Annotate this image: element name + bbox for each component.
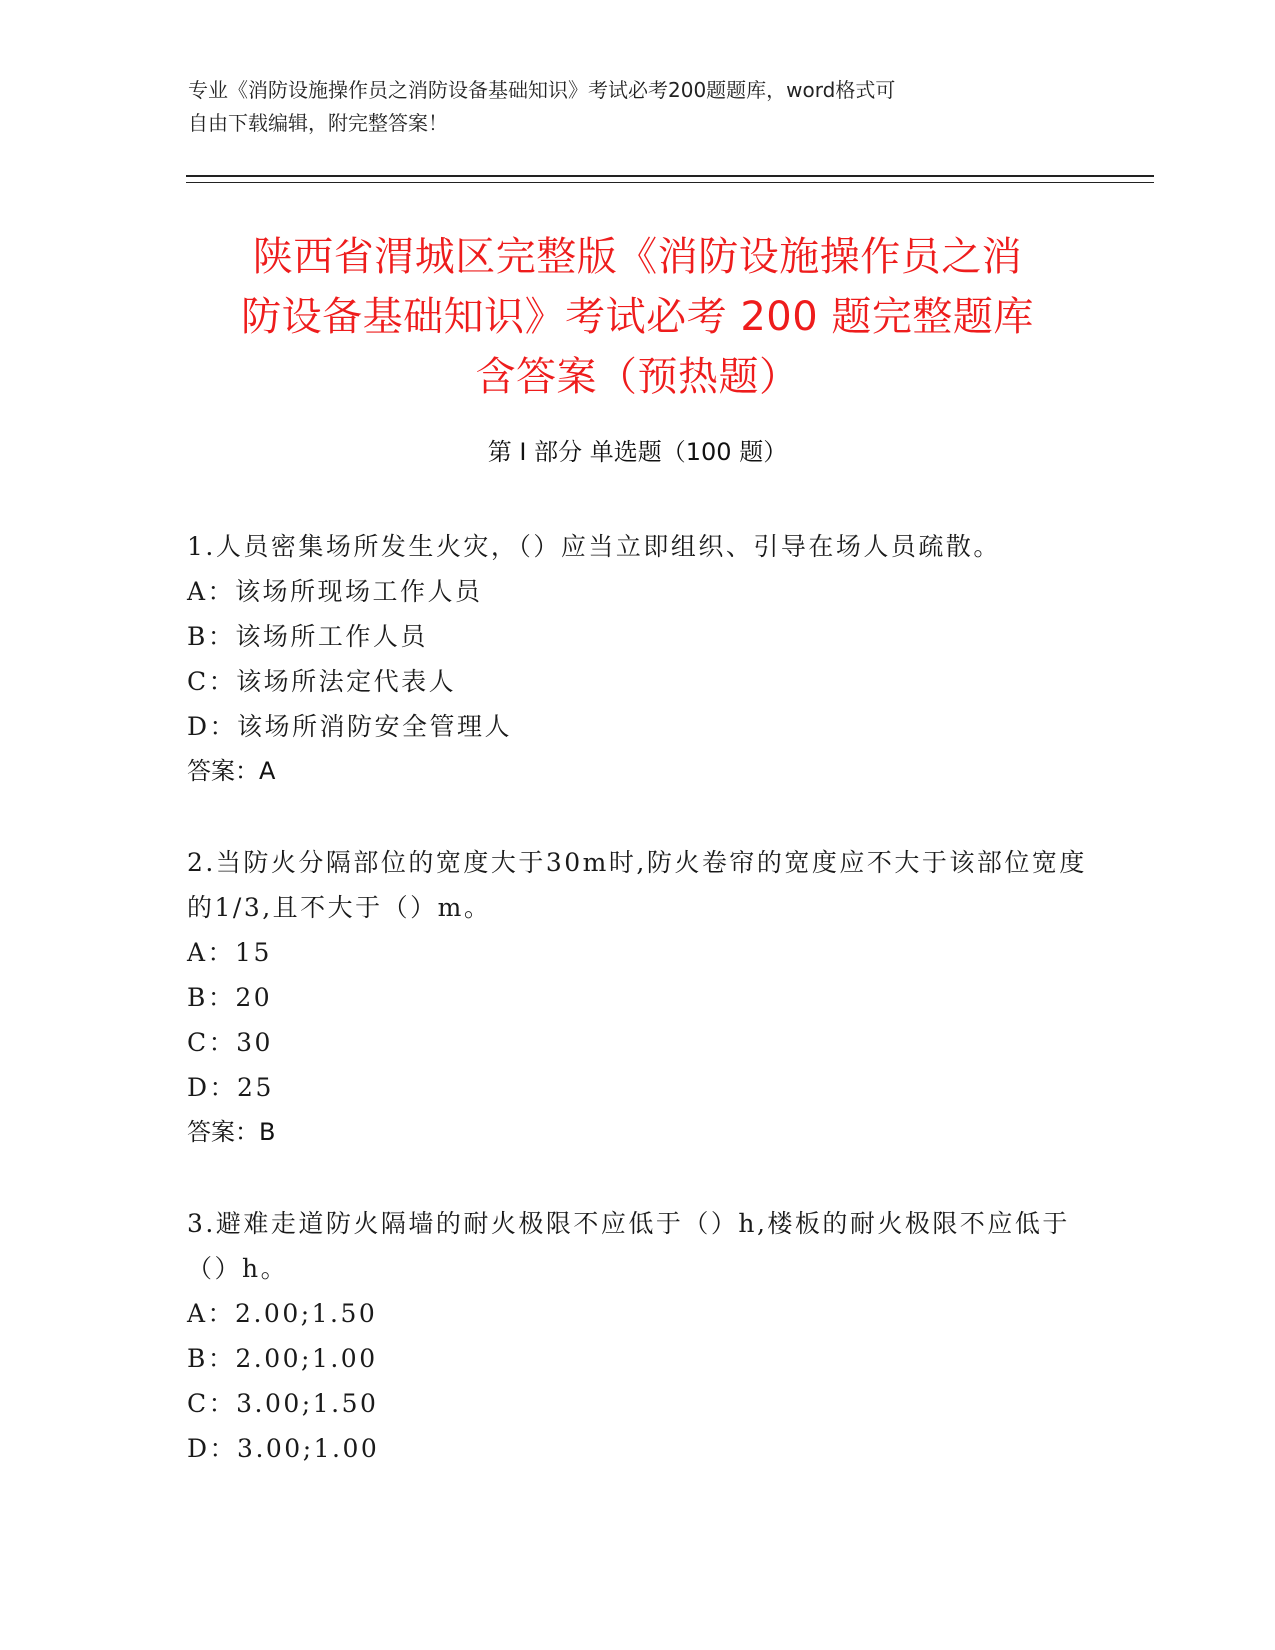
option-a: A：15	[187, 938, 272, 967]
option-b: B：2.00;1.00	[187, 1344, 378, 1373]
question-2	[187, 840, 1087, 1155]
title-line-2: 防设备基础知识》考试必考 200 题完整题库	[241, 294, 1034, 340]
question-3	[187, 1201, 1087, 1471]
option-b: B：该场所工作人员	[187, 622, 428, 651]
section-heading: 第 I 部分 单选题（100 题）	[487, 438, 788, 466]
option-c: C：3.00;1.50	[187, 1389, 379, 1418]
option-a: A：2.00;1.50	[187, 1299, 378, 1328]
document-title	[160, 227, 1115, 407]
option-d: D：该场所消防安全管理人	[187, 712, 513, 741]
header-note-line-2: 自由下载编辑，附完整答案！	[188, 111, 448, 135]
option-d: D：25	[187, 1073, 274, 1102]
question-stem: 3.避难走道防火隔墙的耐火极限不应低于（）h,楼板的耐火极限不应低于（）h。	[187, 1209, 1070, 1283]
title-line-3: 含答案（预热题）	[475, 354, 800, 400]
header-note-line-1: 专业《消防设施操作员之消防设备基础知识》考试必考200题题库，word格式可	[188, 78, 896, 102]
option-c: C：30	[187, 1028, 273, 1057]
answer: 答案：A	[187, 757, 276, 785]
option-d: D：3.00;1.00	[187, 1434, 380, 1463]
header-note	[188, 74, 1068, 140]
option-b: B：20	[187, 983, 273, 1012]
option-c: C：该场所法定代表人	[187, 667, 457, 696]
header-rule-thick	[186, 175, 1154, 177]
question-stem: 1.人员密集场所发生火灾，（）应当立即组织、引导在场人员疏散。	[187, 532, 1001, 561]
answer: 答案：B	[187, 1118, 276, 1146]
question-list	[187, 524, 1087, 1517]
option-a: A：该场所现场工作人员	[187, 577, 483, 606]
question-stem: 2.当防火分隔部位的宽度大于30m时,防火卷帘的宽度应不大于该部位宽度的1/3,且不大于（）m。	[187, 848, 1087, 922]
title-line-1: 陕西省渭城区完整版《消防设施操作员之消	[252, 234, 1023, 280]
header-rule-thin	[186, 182, 1154, 183]
question-1	[187, 524, 1087, 794]
